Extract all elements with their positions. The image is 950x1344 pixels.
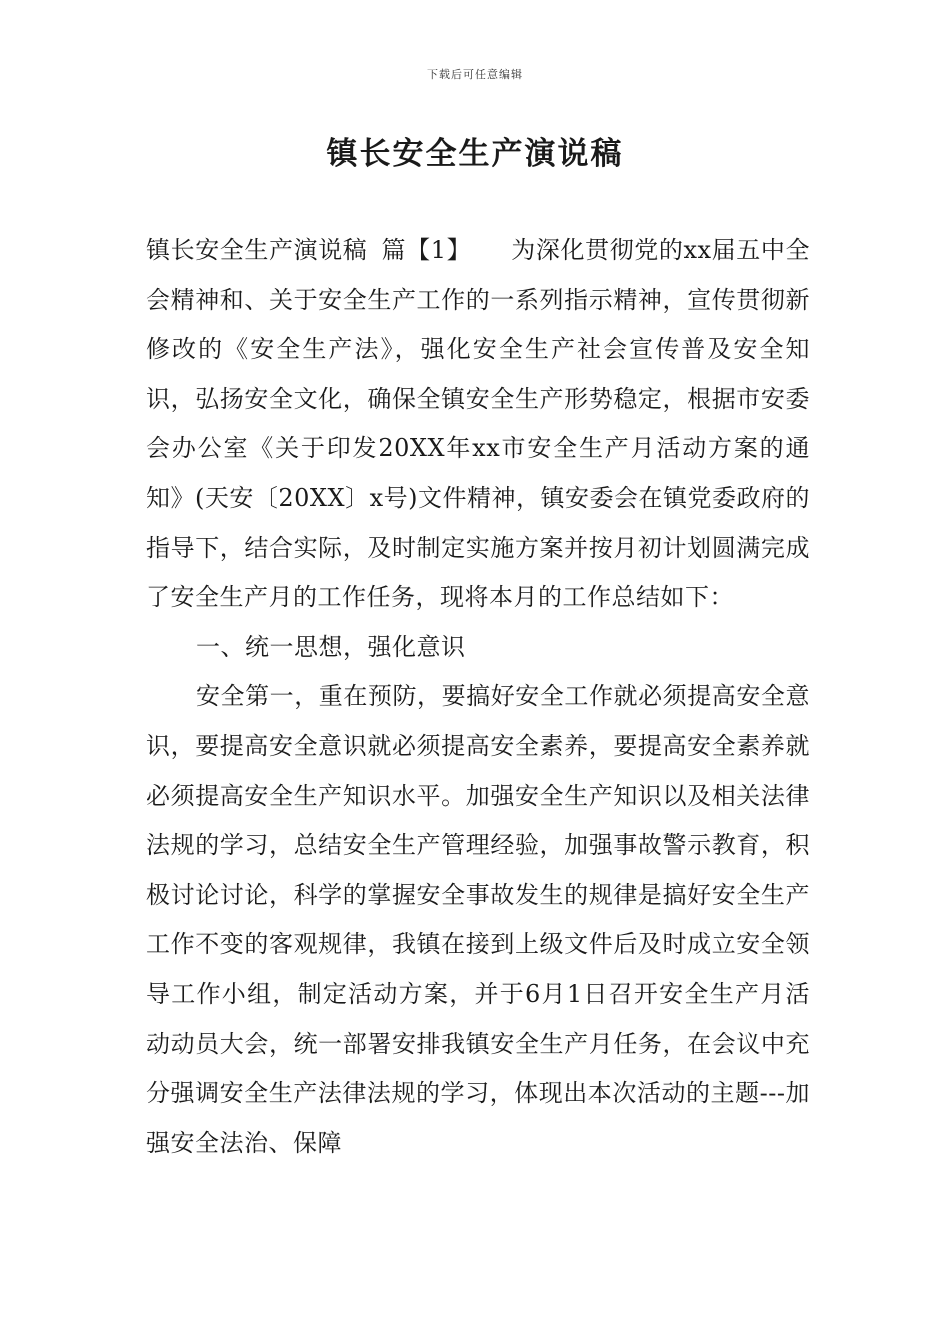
section-heading-1: 一、统一思想，强化意识	[196, 632, 466, 661]
intro-label: 镇长安全生产演说稿	[146, 236, 368, 264]
body-paragraph-1: 安全第一，重在预防，要搞好安全工作就必须提高安全意识，要提高安全意识就必须提高安全素养，要提高安全素养就必须提高安全生产知识水平。加强安全生产知识以及相关法律法规的学习，总结安全生产管理经验，加强事故警示教育，积极讨论讨论，科学的掌握安全事故发生的规律是搞好安全生产工作不变的客观规律，我镇在接到上级文件后及时成立安全领导工作小组，制定活动方案，并于6月1日召开安全生产月活动动员大会，统一部署安排我镇安全生产月任务，在会议中充分强调安全生产法律法规的学习，体现出本次活动的主题---加强安全法治、保障	[146, 682, 810, 1157]
intro-paragraph	[146, 226, 810, 623]
intro-section-marker: 篇【1】	[381, 236, 472, 264]
document-body	[146, 226, 810, 1168]
intro-text: 为深化贯彻党的xx届五中全会精神和、关于安全生产工作的一系列指示精神，宣传贯彻新修改的《安全生产法》，强化安全生产社会宣传普及安全知识，弘扬安全文化，确保全镇安全生产形势稳定，根据市安委会办公室《关于印发20XX年xx市安全生产月活动方案的通知》(天安〔20XX〕x号)文件精神，镇安委会在镇党委政府的指导下，结合实际，及时制定实施方案并按月初计划圆满完成了安全生产月的工作任务，现将本月的工作总结如下：	[146, 236, 810, 612]
page-header-note: 下载后可任意编辑	[427, 68, 523, 81]
document-title: 镇长安全生产演说稿	[326, 136, 624, 172]
